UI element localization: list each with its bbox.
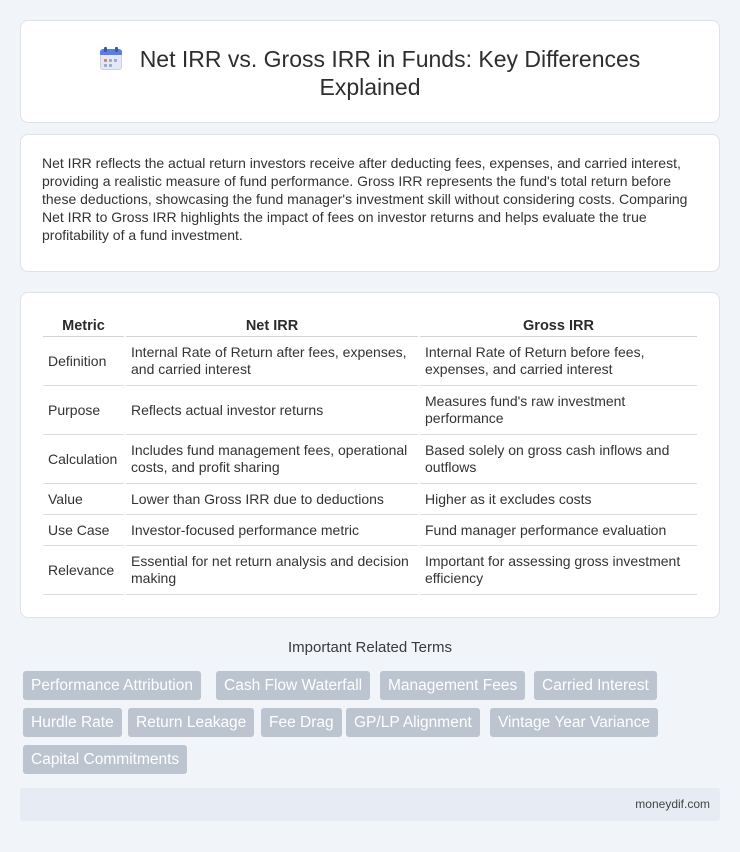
row-gross-irr: Internal Rate of Return before fees, expenses, and carried interest (420, 337, 697, 386)
footer-site-link[interactable]: moneydif.com (635, 797, 710, 811)
row-net-irr: Essential for net return analysis and decision making (126, 546, 418, 595)
table-row (43, 435, 697, 484)
row-net-irr: Internal Rate of Return after fees, expenses, and carried interest (126, 337, 418, 386)
related-tag-fee-drag[interactable]: Fee Drag (261, 708, 342, 737)
row-gross-irr: Fund manager performance evaluation (420, 515, 697, 546)
table-row (43, 484, 697, 515)
related-tag-performance-attribution[interactable]: Performance Attribution (23, 671, 201, 700)
title-card (20, 20, 720, 123)
related-tag-return-leakage[interactable]: Return Leakage (128, 708, 254, 737)
header-metric: Metric (43, 315, 124, 337)
page-title (21, 45, 719, 101)
header-net-irr: Net IRR (126, 315, 418, 337)
table-header-row (43, 315, 697, 337)
row-metric: Use Case (43, 515, 124, 546)
comparison-card (20, 292, 720, 618)
related-tag-capital-commitments[interactable]: Capital Commitments (23, 745, 187, 774)
title-line-1: Net IRR vs. Gross IRR in Funds: Key Differences (139, 46, 641, 72)
table-row (43, 515, 697, 546)
row-net-irr: Investor-focused performance metric (126, 515, 418, 546)
calendar-icon (100, 47, 122, 70)
row-metric: Value (43, 484, 124, 515)
table-row (43, 386, 697, 435)
description-text: Net IRR reflects the actual return investors receive after deducting fees, expenses, and carried interest, providing a realistic measure of fund performance. Gross IRR represents the fund's total return before these deductions, showcasing the fund manager's investment skill without considering costs. Comparing Net IRR to Gross IRR highlights the impact of fees on investor returns and helps evaluate the true profitability of a fund investment. (42, 155, 688, 244)
header-gross-irr: Gross IRR (420, 315, 697, 337)
row-metric: Relevance (43, 546, 124, 595)
table-row (43, 546, 697, 595)
row-gross-irr: Important for assessing gross investment efficiency (420, 546, 697, 595)
row-gross-irr: Based solely on gross cash inflows and outflows (420, 435, 697, 484)
related-tag-gp-lp-alignment[interactable]: GP/LP Alignment (346, 708, 480, 737)
row-metric: Calculation (43, 435, 124, 484)
row-net-irr: Lower than Gross IRR due to deductions (126, 484, 418, 515)
row-net-irr: Reflects actual investor returns (126, 386, 418, 435)
related-tag-vintage-year-variance[interactable]: Vintage Year Variance (490, 708, 658, 737)
row-metric: Definition (43, 337, 124, 386)
title-line-2: Explained (319, 74, 421, 100)
table-row (43, 337, 697, 386)
row-gross-irr: Higher as it excludes costs (420, 484, 697, 515)
comparison-table (41, 315, 699, 595)
footer (20, 788, 720, 821)
related-tag-hurdle-rate[interactable]: Hurdle Rate (23, 708, 122, 737)
description-card (20, 134, 720, 272)
related-tag-management-fees[interactable]: Management Fees (380, 671, 525, 700)
row-net-irr: Includes fund management fees, operational costs, and profit sharing (126, 435, 418, 484)
related-tag-cash-flow-waterfall[interactable]: Cash Flow Waterfall (216, 671, 370, 700)
related-tag-carried-interest[interactable]: Carried Interest (534, 671, 657, 700)
related-terms-title: Important Related Terms (288, 639, 452, 656)
row-metric: Purpose (43, 386, 124, 435)
row-gross-irr: Measures fund's raw investment performance (420, 386, 697, 435)
